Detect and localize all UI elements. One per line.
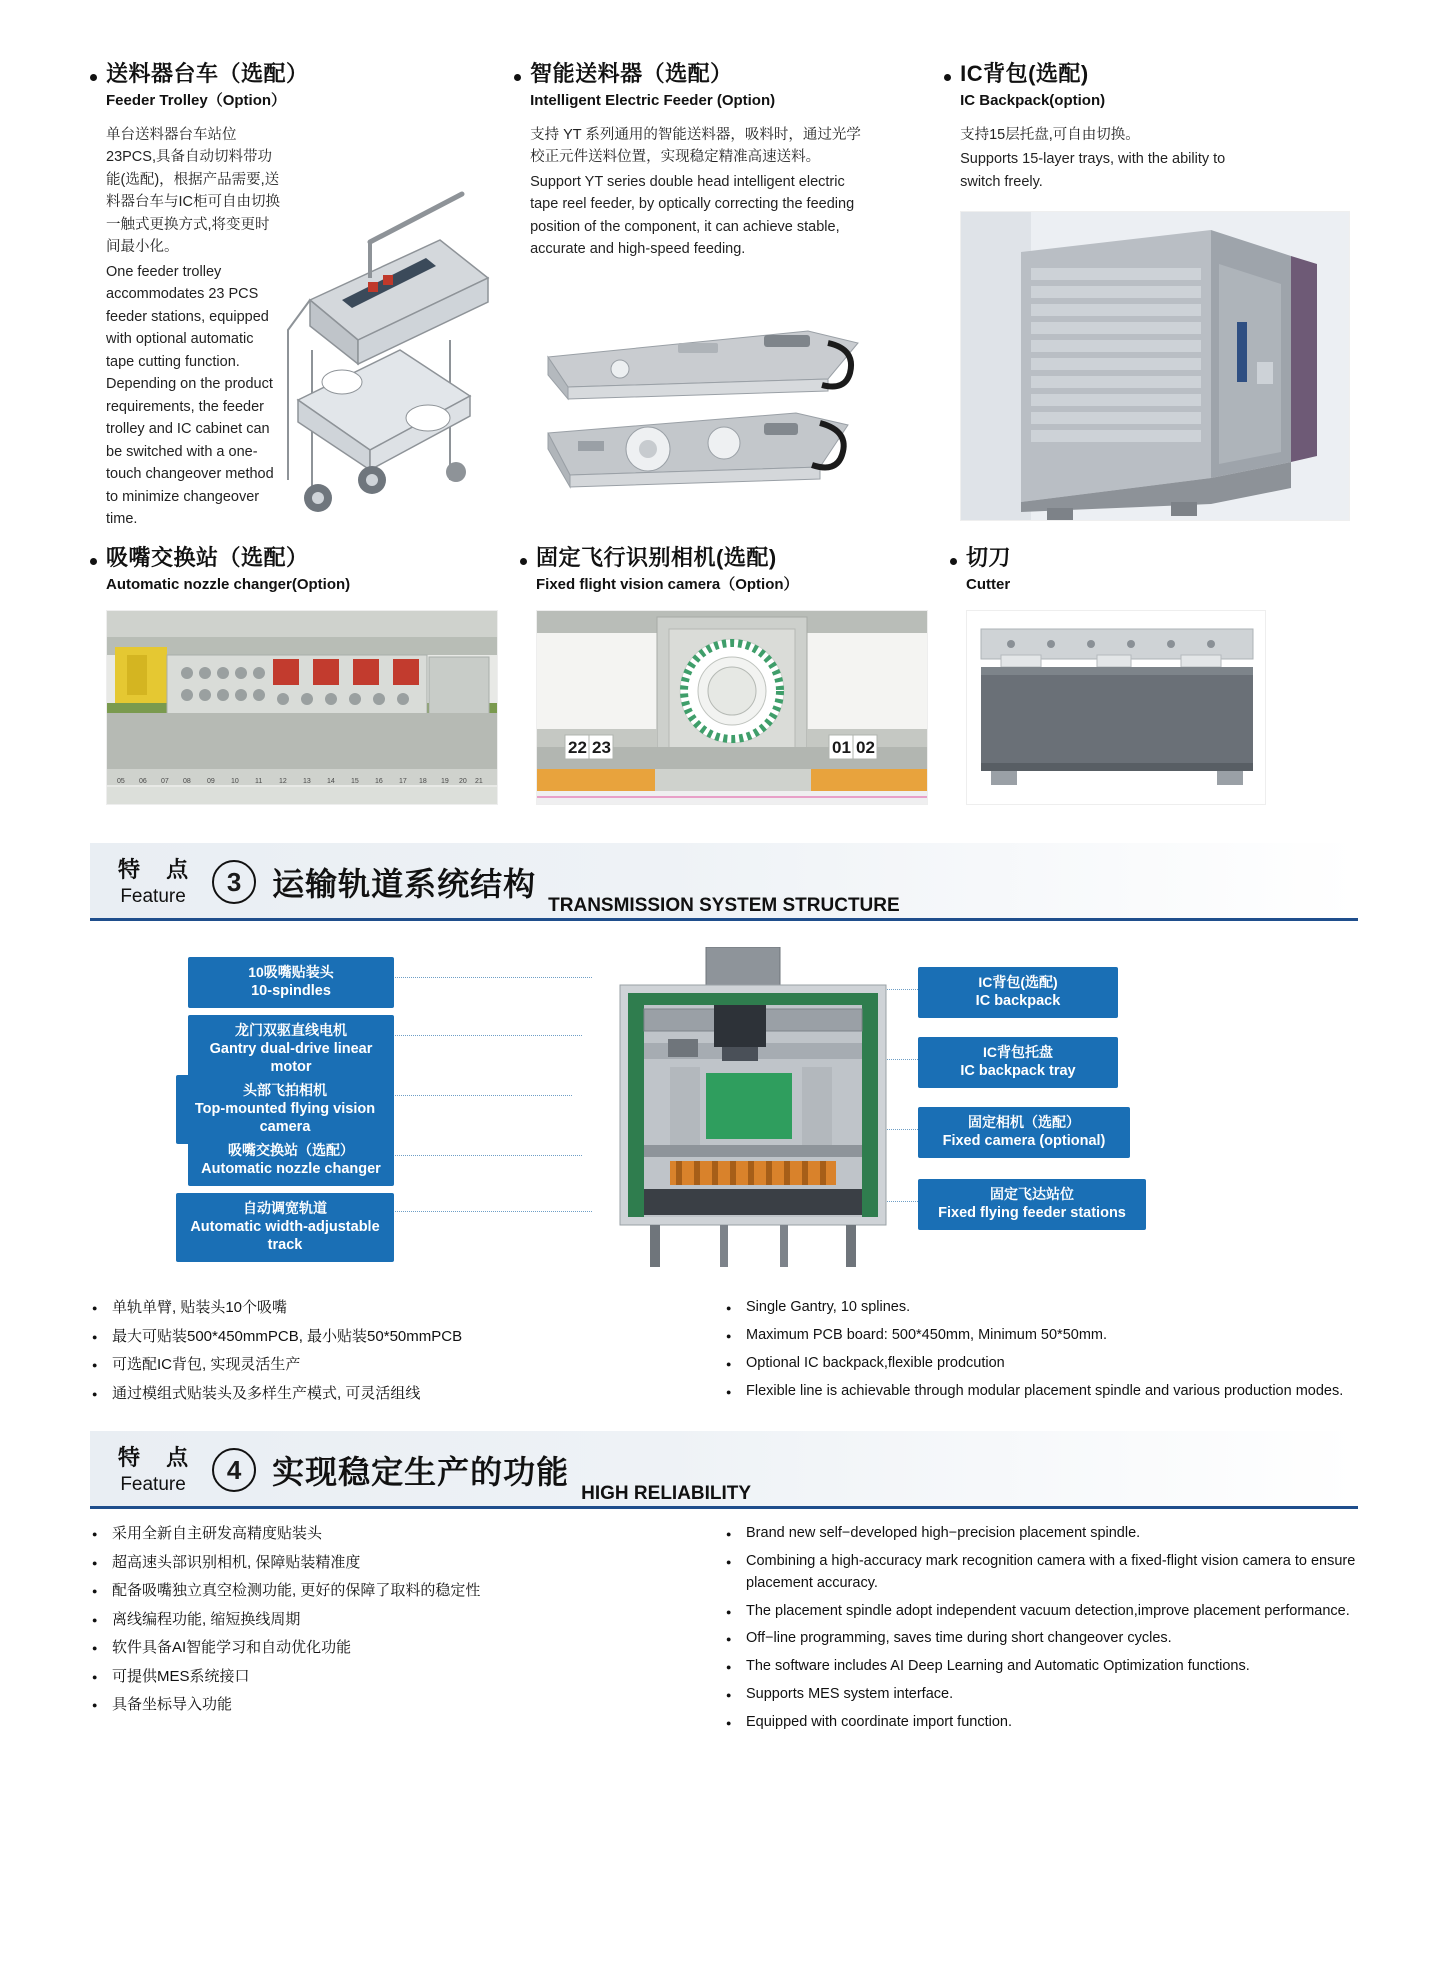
feature-4-bar	[90, 1431, 1358, 1509]
feature-3-bullets-cn	[90, 1297, 724, 1411]
callout-en: Automatic nozzle changer	[201, 1160, 381, 1177]
lead-line	[392, 1095, 572, 1096]
list-item: ● Optional IC backpack,flexible prodcution	[724, 1353, 1358, 1375]
bullet-dot-icon	[90, 74, 97, 81]
svg-text:14: 14	[327, 778, 335, 786]
option-title-cn: 固定飞行识别相机(选配)	[536, 545, 777, 571]
option-header	[90, 544, 498, 594]
bullet-dot-icon	[944, 74, 951, 81]
option-card-feeder-trolley	[90, 60, 514, 530]
cutter-photo	[966, 610, 1266, 805]
svg-text:01: 01	[832, 738, 851, 758]
nozzle-changer-photo	[106, 610, 498, 805]
bullet-dot-icon	[514, 74, 521, 81]
transmission-system-diagram	[90, 943, 1358, 1273]
callout-cn: 固定相机（选配）	[968, 1114, 1080, 1131]
list-item: ● 单轨单臂, 贴装头10个吸嘴	[90, 1297, 724, 1320]
option-title-cn: 送料器台车（选配）	[106, 61, 309, 86]
svg-text:20: 20	[459, 778, 467, 786]
option-title-en: IC Backpack(option)	[960, 91, 1106, 109]
option-body-en: Support YT series double head intelligent electric tape reel feeder, by optically correcting the feeding position of the component, it can achieve stable, accurate and high-speed feeding.	[530, 173, 855, 258]
lead-line	[392, 1211, 592, 1212]
option-card-cutter	[950, 544, 1358, 805]
list-item: ● 软件具备AI智能学习和自动优化功能	[90, 1637, 724, 1660]
feature-word-cn: 特 点	[118, 856, 199, 882]
option-title-en: Fixed flight vision camera（Option）	[536, 575, 799, 593]
svg-text:23: 23	[592, 738, 611, 758]
list-item: ● Supports MES system interface.	[724, 1684, 1358, 1706]
list-item: ● 可选配IC背包, 实现灵活生产	[90, 1354, 724, 1377]
option-header	[944, 60, 1358, 110]
list-item: ● 最大可贴装500*450mmPCB, 最小贴装50*50mmPCB	[90, 1326, 724, 1349]
callout-en: 10-spindles	[251, 982, 331, 999]
feature-3-bar	[90, 843, 1358, 921]
option-header	[950, 544, 1358, 594]
list-item: ● The software includes AI Deep Learning and Automatic Optimization functions.	[724, 1656, 1358, 1678]
list-item: ● 离线编程功能, 缩短换线周期	[90, 1609, 724, 1632]
option-card-intelligent-feeder	[514, 60, 944, 530]
bullet-dot-icon	[90, 558, 97, 565]
intelligent-feeder-photo	[528, 283, 928, 503]
options-mid-row	[0, 530, 1448, 805]
callout-cn: IC背包托盘	[983, 1044, 1053, 1061]
option-title-cn: 吸嘴交换站（选配）	[106, 545, 309, 571]
list-item: ● 可提供MES系统接口	[90, 1666, 724, 1689]
feature-word	[108, 1444, 199, 1495]
list-item: ● Combining a high-accuracy mark recognition camera with a fixed-flight vision camera to ensure placement accuracy.	[724, 1551, 1358, 1595]
callout-cn: 龙门双驱直线电机	[235, 1022, 347, 1039]
list-item: ● 超高速头部识别相机, 保障贴装精准度	[90, 1552, 724, 1575]
option-title-cn: IC背包(选配)	[960, 61, 1089, 86]
feature-title-en: HIGH RELIABILITY	[581, 1483, 752, 1505]
option-title-cn: 切刀	[966, 545, 1012, 571]
svg-text:12: 12	[279, 778, 287, 786]
option-title-cn: 智能送料器（选配）	[530, 61, 733, 86]
bullet-dot-icon	[520, 558, 527, 565]
svg-text:22: 22	[568, 738, 587, 758]
callout-width-adjustable-track	[176, 1193, 394, 1262]
callout-cn: IC背包(选配)	[978, 974, 1058, 991]
bullet-list-en	[724, 1297, 1358, 1402]
list-item: ● 采用全新自主研发高精度贴装头	[90, 1523, 724, 1546]
option-body-cn: 单台送料器台车站位23PCS,具备自动切料带功能(选配)，根据产品需要,送料器台车与IC柜可自由切换一触式更换方式,将变更时间最小化。	[106, 127, 280, 256]
option-title-en: Intelligent Electric Feeder (Option)	[530, 91, 776, 109]
callout-en: Gantry dual-drive linear motor	[209, 1040, 373, 1076]
lead-line	[392, 1155, 582, 1156]
option-card-fixed-flight-camera	[520, 544, 950, 805]
option-header	[520, 544, 928, 594]
callout-nozzle-changer	[188, 1135, 394, 1186]
option-card-nozzle-changer	[90, 544, 520, 805]
callout-en: IC backpack	[975, 992, 1061, 1009]
svg-text:13: 13	[303, 778, 311, 786]
feature-4-bullets-cn	[90, 1523, 724, 1739]
svg-text:11: 11	[255, 778, 263, 786]
option-body-cn: 支持15层托盘,可自由切换。	[960, 127, 1140, 143]
bullet-list-cn	[90, 1297, 724, 1405]
callout-cn: 头部飞拍相机	[243, 1082, 327, 1099]
option-body-en: Supports 15-layer trays, with the ability to switch freely.	[960, 151, 1226, 190]
callout-gantry-linear-motor	[188, 1015, 394, 1084]
feature-3-bullets-en	[724, 1297, 1358, 1411]
callout-ic-backpack	[918, 967, 1118, 1018]
callout-ic-backpack-tray	[918, 1037, 1118, 1088]
option-body-cn: 支持 YT 系列通用的智能送料器，吸料时，通过光学校正元件送料位置，实现稳定精准高速送料。	[530, 127, 861, 166]
option-title-en: Feeder Trolley（Option）	[106, 91, 287, 109]
feature-4-band	[90, 1431, 1358, 1509]
list-item: ● Flexible line is achievable through modular placement spindle and various production modes.	[724, 1381, 1358, 1403]
feature-number: 3	[212, 860, 256, 904]
callout-cn: 自动调宽轨道	[243, 1200, 327, 1217]
callout-cn: 10吸嘴贴装头	[248, 964, 334, 981]
bullet-dot-icon	[950, 558, 957, 565]
option-body	[530, 124, 875, 261]
lead-line	[392, 1035, 582, 1036]
list-item: ● Equipped with coordinate import function.	[724, 1712, 1358, 1734]
feature-title-en: TRANSMISSION SYSTEM STRUCTURE	[548, 895, 900, 917]
svg-text:05: 05	[117, 778, 125, 786]
callout-10-spindles	[188, 957, 394, 1008]
list-item: ● 配备吸嘴独立真空检测功能, 更好的保障了取料的稳定性	[90, 1580, 724, 1603]
option-title-en: Cutter	[966, 575, 1011, 593]
list-item: ● Maximum PCB board: 500*450mm, Minimum 50*50mm.	[724, 1325, 1358, 1347]
callout-en: Top-mounted flying vision camera	[194, 1100, 376, 1136]
option-header	[90, 60, 492, 110]
callout-en: Fixed flying feeder stations	[938, 1204, 1126, 1221]
list-item: ● 具备坐标导入功能	[90, 1694, 724, 1717]
svg-text:16: 16	[375, 778, 383, 786]
fixed-flight-camera-photo	[536, 610, 928, 805]
callout-fixed-flying-feeder	[918, 1179, 1146, 1230]
list-item: ● Single Gantry, 10 splines.	[724, 1297, 1358, 1319]
feature-3-band	[90, 843, 1358, 921]
feature-4-bullets	[0, 1509, 1448, 1739]
options-top-row	[0, 0, 1448, 530]
bullet-list-cn	[90, 1523, 724, 1717]
list-item: ● Off−line programming, saves time during short changeover cycles.	[724, 1628, 1358, 1650]
feature-word-en: Feature	[120, 1473, 186, 1495]
svg-text:02: 02	[856, 738, 875, 758]
callout-cn: 吸嘴交换站（选配）	[228, 1142, 354, 1159]
feature-title-cn: 运输轨道系统结构	[272, 866, 537, 903]
feeder-trolley-photo	[250, 150, 500, 520]
callout-en: Fixed camera (optional)	[942, 1132, 1106, 1149]
ic-backpack-photo	[960, 211, 1350, 521]
feature-word-en: Feature	[120, 885, 186, 907]
feature-3-bullets	[0, 1287, 1448, 1411]
callout-top-flying-camera	[176, 1075, 394, 1144]
svg-text:18: 18	[419, 778, 427, 786]
svg-text:10: 10	[231, 778, 239, 786]
svg-text:08: 08	[183, 778, 191, 786]
callout-fixed-camera	[918, 1107, 1130, 1158]
feature-word-cn: 特 点	[118, 1444, 199, 1470]
svg-text:17: 17	[399, 778, 407, 786]
list-item: ● 通过模组式贴装头及多样生产模式, 可灵活组线	[90, 1383, 724, 1406]
trolley-content	[90, 124, 492, 530]
svg-text:19: 19	[441, 778, 449, 786]
feature-number: 4	[212, 1448, 256, 1492]
option-header	[514, 60, 922, 110]
option-body	[960, 124, 1260, 193]
callout-en: IC backpack tray	[960, 1062, 1076, 1079]
lead-line	[392, 977, 592, 978]
option-body-en: One feeder trolley accommodates 23 PCS feeder stations, equipped with optional automatic tape cutting function. Depending on the product requirements, the feeder trolley and IC cabinet can be switched with a one-touch changeover method to minimize changeover time.	[106, 263, 274, 527]
option-title-en: Automatic nozzle changer(Option)	[106, 575, 351, 593]
callout-en: Automatic width-adjustable track	[190, 1218, 380, 1254]
svg-text:21: 21	[475, 778, 483, 786]
list-item: ● Brand new self−developed high−precision placement spindle.	[724, 1523, 1358, 1545]
svg-text:06: 06	[139, 778, 147, 786]
svg-text:07: 07	[161, 778, 169, 786]
option-card-ic-backpack	[944, 60, 1358, 530]
svg-text:09: 09	[207, 778, 215, 786]
feature-word	[108, 856, 199, 907]
list-item: ● The placement spindle adopt independent vacuum detection,improve placement performance.	[724, 1601, 1358, 1623]
bullet-list-en	[724, 1523, 1358, 1733]
machine-illustration	[610, 947, 900, 1267]
feature-title-cn: 实现稳定生产的功能	[272, 1454, 570, 1491]
feature-4-bullets-en	[724, 1523, 1358, 1739]
callout-cn: 固定飞达站位	[990, 1186, 1074, 1203]
svg-text:15: 15	[351, 778, 359, 786]
